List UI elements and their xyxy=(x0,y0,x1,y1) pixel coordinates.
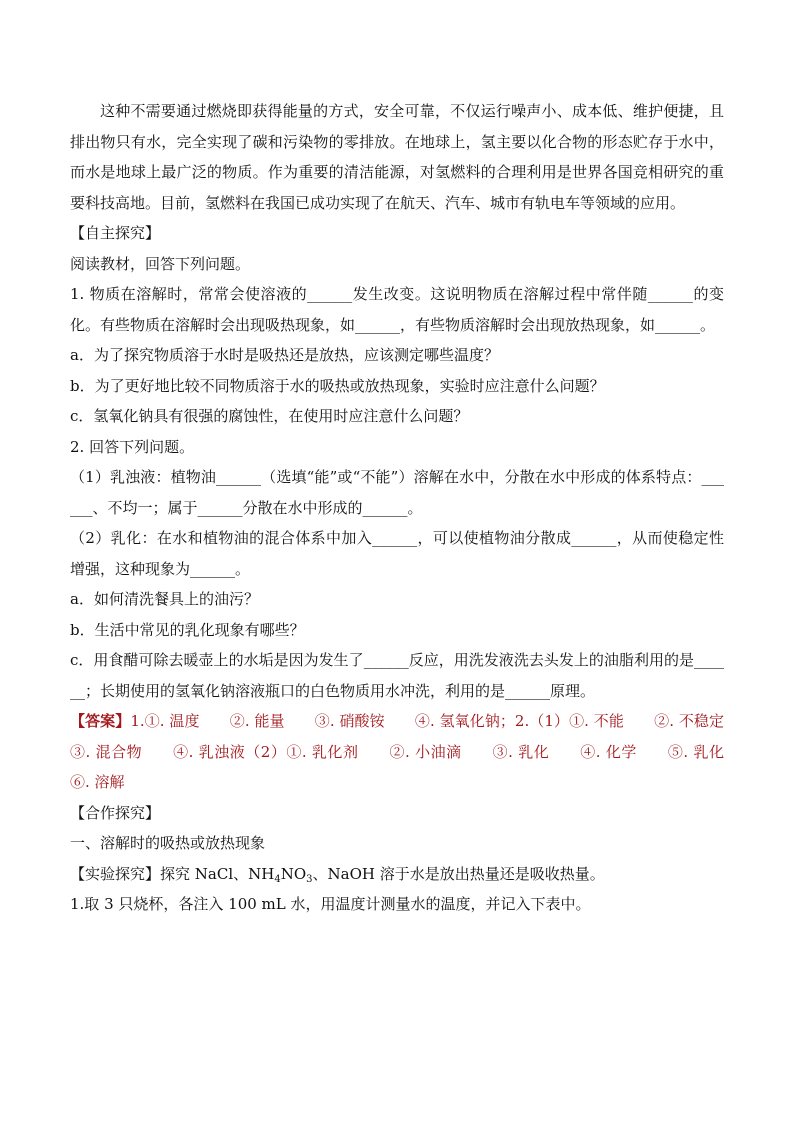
question-1: 1. 物质在溶解时，常常会使溶液的______发生改变。这说明物质在溶解过程中常伴随______的变化。有些物质在溶解时会出现吸热现象，如______，有些物质溶解时会出现放热现象，如______。 xyxy=(70,285,724,334)
experiment-text-mid: NO xyxy=(280,864,307,883)
question-1c: c．氢氧化钠具有很强的腐蚀性，在使用时应注意什么问题？ xyxy=(70,407,469,425)
question-2b: b．生活中常见的乳化现象有哪些？ xyxy=(70,620,305,639)
answer-label: 【答案】 xyxy=(70,712,131,730)
subscript-4: 4 xyxy=(274,873,281,885)
intro-paragraph: 这种不需要通过燃烧即获得能量的方式，安全可靠，不仅运行噪声小、成本低、维护便捷，且排出物只有水，完全实现了碳和污染物的零排放。在地球上，氢主要以化合物的形态贮存于水中，而水是地球上最广泛的物质。作为重要的清洁能源，对氢燃料的合理利用是世界各国竞相研究的重要科技高地。目前，氢燃料在我国已成功实现了在航天、汽车、城市有轨电车等领域的应用。 xyxy=(70,102,724,212)
subscript-3: 3 xyxy=(306,873,313,885)
question-2-2: （2）乳化：在水和植物油的混合体系中加入______，可以使植物油分散成______，从而使稳定性增强，这种现象为______。 xyxy=(70,529,724,578)
question-1a: a．为了探究物质溶于水时是吸热还是放热，应该测定哪些温度？ xyxy=(70,346,499,364)
self-study-heading: 【自主探究】 xyxy=(70,224,161,242)
document-page xyxy=(70,96,755,920)
answer-text: 1.①. 温度 ②. 能量 ③. 硝酸铵 ④. 氢氧化钠；2.（1）①. 不能 ②. 不稳定 ③. 混合物 ④. 乳浊液（2）①. 乳化剂 ②. 小油滴 ③. 乳化 ④. 化学 ⑤. 乳化 ⑥. 溶解 xyxy=(70,712,755,791)
section-title: 一、溶解时的吸热或放热现象 xyxy=(70,834,266,852)
experiment-label: 【实验探究】 xyxy=(70,864,161,883)
step-1: 1.取 3 只烧杯，各注入 100 mL 水，用温度计测量水的温度，并记入下表中。 xyxy=(70,895,591,913)
experiment-text-pre: 探究 NaCl、NH xyxy=(160,864,275,883)
experiment-line xyxy=(70,859,724,890)
question-2-1: （1）乳浊液：植物油______（选填“能”或“不能”）溶解在水中，分散在水中形成的体系特点：______、不均一；属于______分散在水中形成的______。 xyxy=(70,468,724,517)
experiment-text-post: 、NaOH 溶于水是放出热量还是吸收热量。 xyxy=(312,864,605,883)
question-2: 2. 回答下列问题。 xyxy=(70,437,195,456)
self-study-instruction: 阅读教材，回答下列问题。 xyxy=(70,254,251,273)
cooperative-heading: 【合作探究】 xyxy=(70,803,161,822)
answer-block xyxy=(70,706,755,798)
question-1b: b．为了更好地比较不同物质溶于水的吸热或放热现象，实验时应注意什么问题？ xyxy=(70,376,605,395)
question-2a: a．如何清洗餐具上的油污？ xyxy=(70,590,259,608)
question-2c: c．用食醋可除去暖壶上的水垢是因为发生了______反应，用洗发液洗去头发上的油脂利用的是______；长期使用的氢氧化钠溶液瓶口的白色物质用水冲洗，利用的是______原理。 xyxy=(70,651,724,700)
